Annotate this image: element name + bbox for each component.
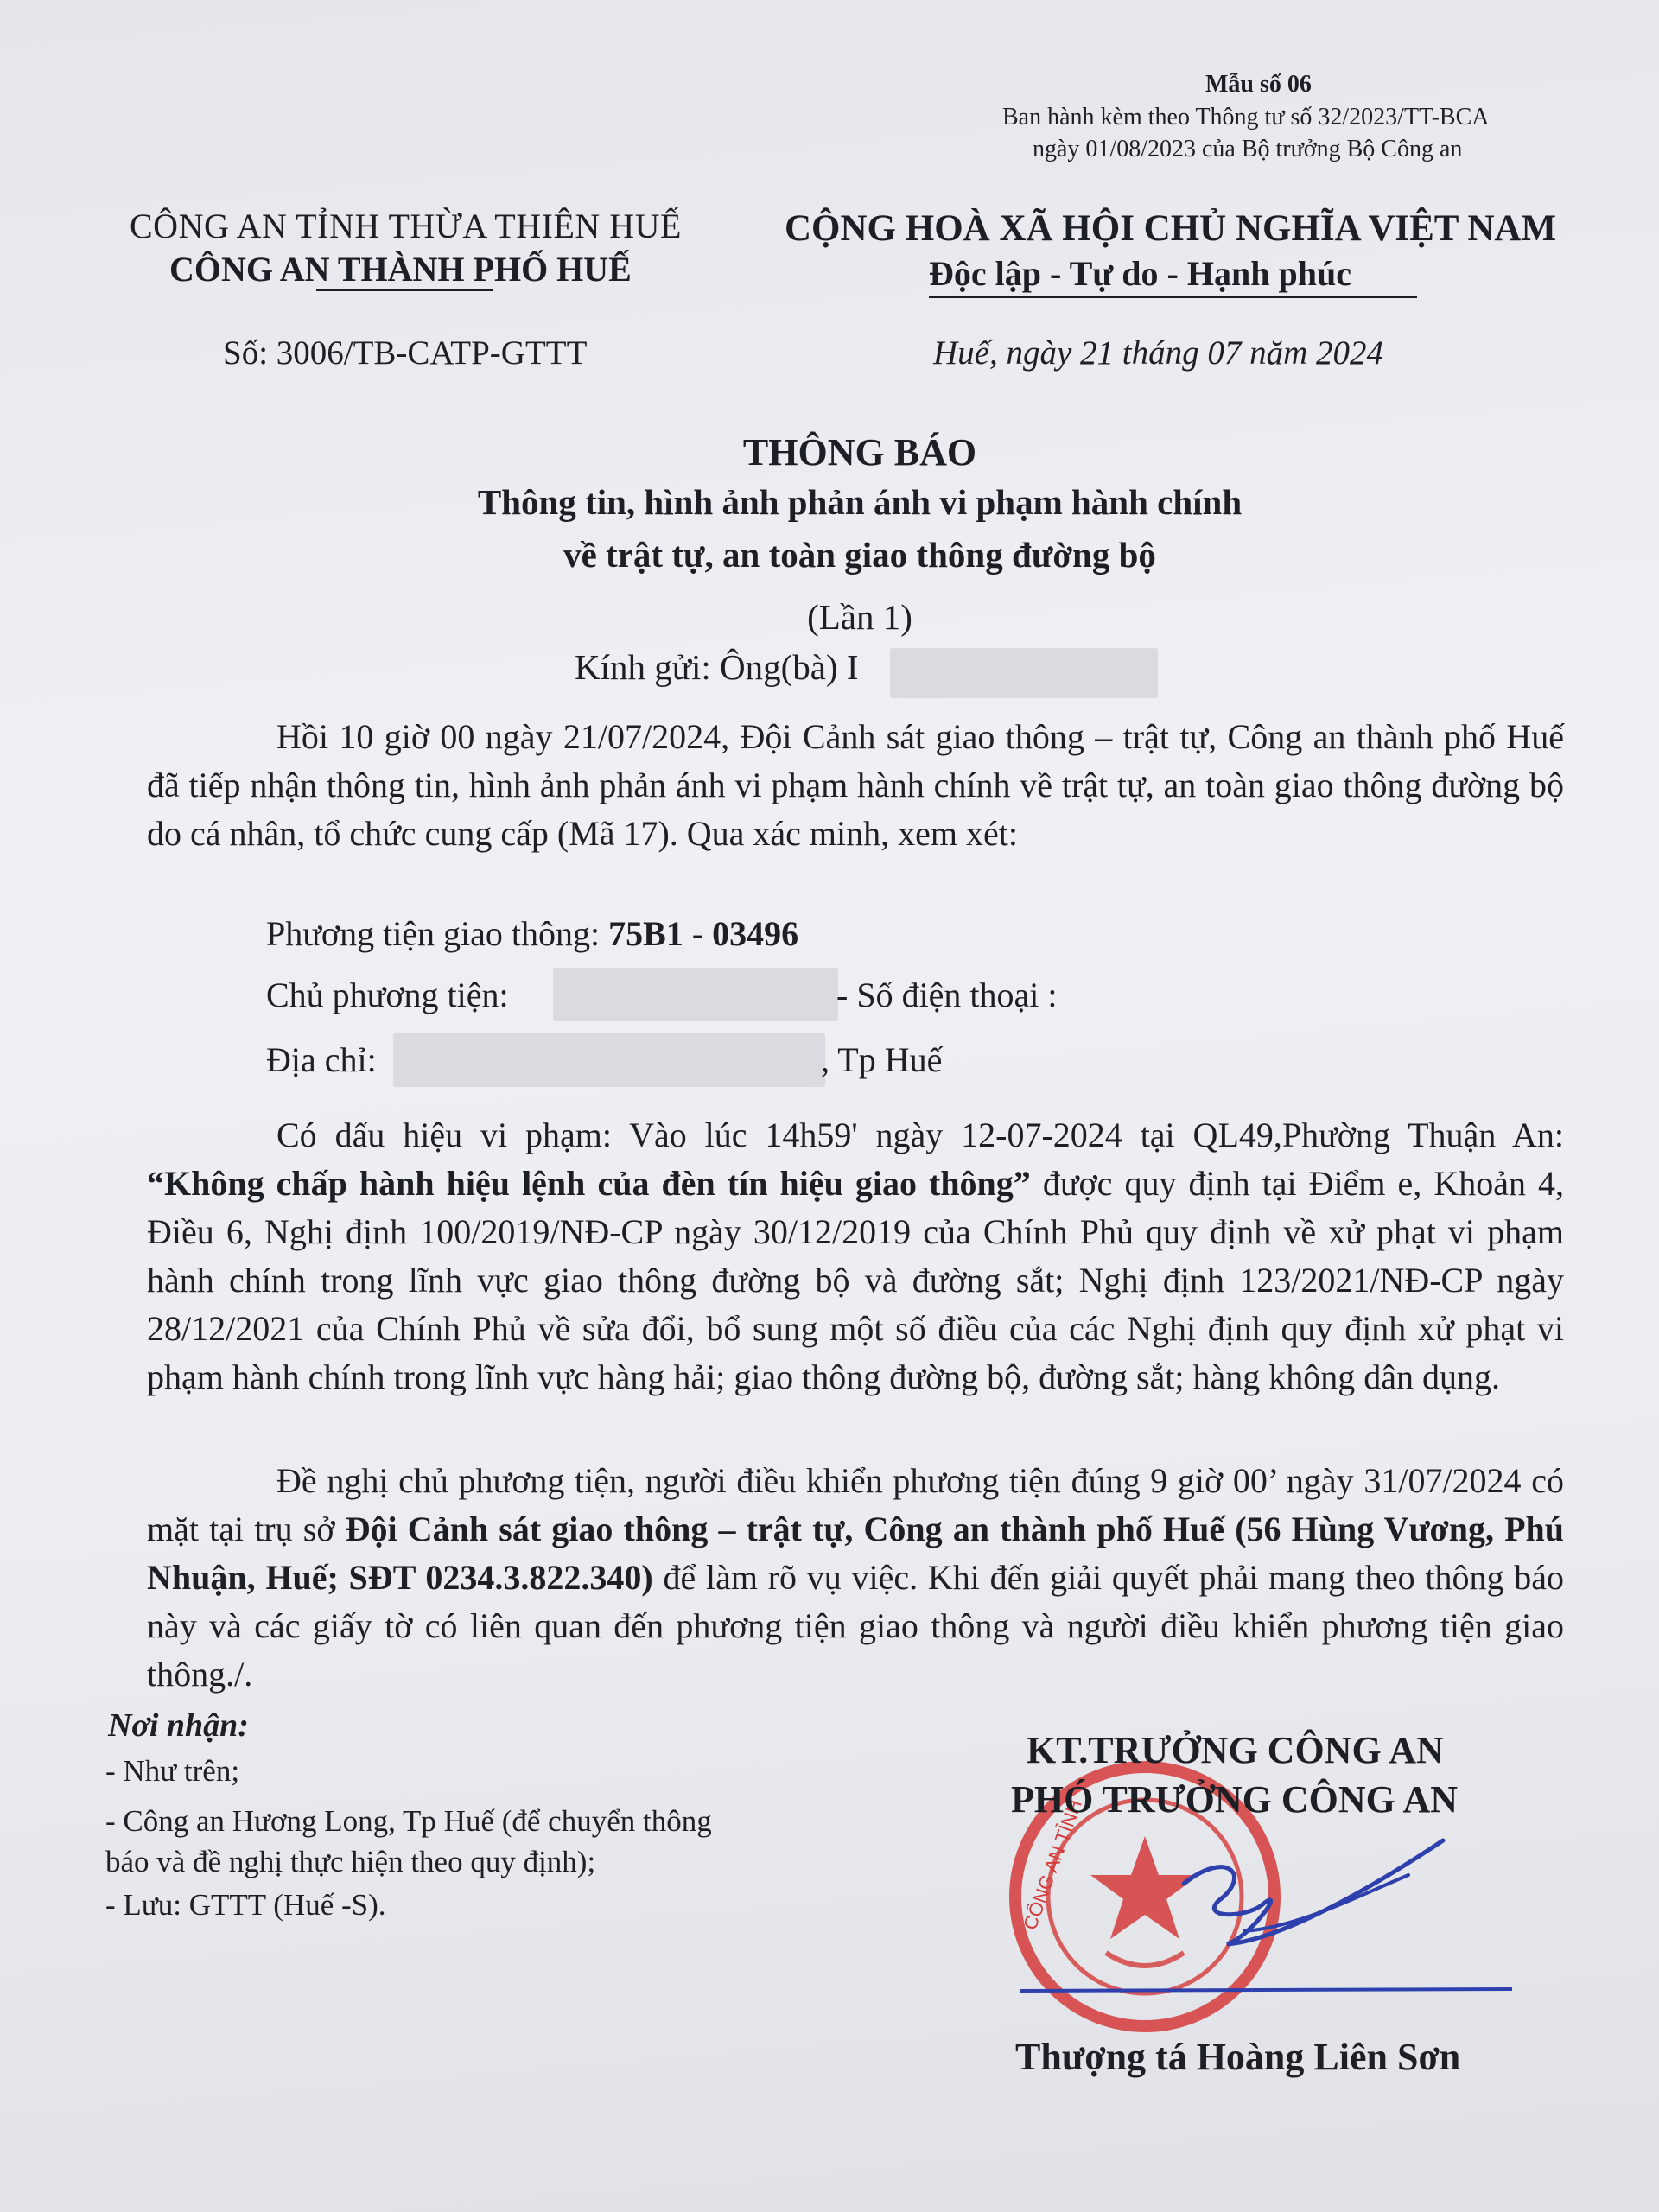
request-lead: Đề nghị chủ phương tiện, người điều khiển phương tiện đúng 9 giờ 00’ ngày 31/07/2024 có mặt tại trụ sở (147, 1461, 1564, 1548)
agency-underline (316, 289, 493, 291)
document-subtitle-2: về trật tự, an toàn giao thông đường bộ (563, 535, 1156, 575)
phone-label: - Số điện thoại : (836, 976, 1058, 1014)
notice-count: (Lần 1) (807, 597, 912, 637)
redacted-owner (553, 968, 838, 1021)
recipient-line-3: báo và đề nghị thực hiện theo quy định); (105, 1845, 596, 1878)
handwritten-signature (1149, 1789, 1460, 1987)
redacted-name (890, 648, 1158, 698)
request-rest: để làm rõ vụ việc. Khi đến giải quyết phải mang theo thông báo này và các giấy tờ có liên quan đến phương tiện giao thông và người điều khiển phương tiện giao thông./. (147, 1558, 1565, 1694)
violation-lead: Có dấu hiệu vi phạm: Vào lúc 14h59' ngày 12-07-2024 tại QL49,Phường Thuận An: (276, 1116, 1564, 1154)
violation-act: “Không chấp hành hiệu lệnh của đèn tín hiệu giao thông” (147, 1164, 1031, 1203)
request-place: Đội Cảnh sát giao thông – trật tự, Công an thành phố Huế (56 Hùng Vương, Phú Nhuận, Huế; SĐT 0234.3.822.340) (147, 1510, 1564, 1597)
owner-label: Chủ phương tiện: (266, 976, 509, 1014)
intro-paragraph (147, 713, 1564, 858)
document-title: THÔNG BÁO (742, 431, 977, 474)
address-suffix: , Tp Huế (821, 1040, 943, 1079)
vehicle-label: Phương tiện giao thông: (266, 914, 609, 953)
document-number: Số: 3006/TB-CATP-GTTT (223, 334, 588, 372)
nation-motto: Độc lập - Tự do - Hạnh phúc (929, 254, 1351, 293)
signature-title-2: PHÓ TRƯỞNG CÔNG AN (1011, 1778, 1459, 1821)
redacted-address (393, 1033, 825, 1087)
recipients-heading: Nơi nhận: (108, 1707, 249, 1744)
signature-title-1: KT.TRƯỞNG CÔNG AN (1027, 1729, 1444, 1771)
request-paragraph (147, 1457, 1564, 1699)
form-issued-line2: ngày 01/08/2023 của Bộ trưởng Bộ Công an (1033, 136, 1463, 162)
agency-name: CÔNG AN THÀNH PHỐ HUẾ (169, 250, 632, 289)
signature-underline (1020, 1987, 1512, 1994)
motto-underline (929, 296, 1417, 298)
address-label: Địa chỉ: (266, 1040, 377, 1079)
recipient-line-2: - Công an Hương Long, Tp Huế (để chuyển thông (105, 1804, 712, 1838)
greeting: Kính gửi: Ông(bà) I (575, 647, 859, 687)
intro-text: Hồi 10 giờ 00 ngày 21/07/2024, Đội Cảnh sát giao thông – trật tự, Công an thành phố Huế đã tiếp nhận thông tin, hình ảnh phản ánh vi phạm hành chính về trật tự, an toàn giao thông đường bộ do cá nhân, tổ chức cung cấp (Mã 17). Qua xác minh, xem xét: (147, 717, 1564, 853)
recipient-line-1: - Như trên; (105, 1754, 240, 1788)
form-issued-line1: Ban hành kèm theo Thông tư số 32/2023/TT-BCA (1002, 104, 1490, 130)
signer-name: Thượng tá Hoàng Liên Sơn (1015, 2036, 1461, 2078)
form-number: Mẫu số 06 (1205, 71, 1312, 98)
violation-rest: được quy định tại Điểm e, Khoản 4, Điều 6, Nghị định 100/2019/NĐ-CP ngày 30/12/2019 của Chính Phủ quy định về xử phạt vi phạm hành chính trong lĩnh vực giao thông đường bộ và đường sắt; Nghị định 123/2021/NĐ-CP ngày 28/12/2021 của Chính Phủ về sửa đổi, bổ sung một số điều của các Nghị định quy định xử phạt vi phạm hành chính trong lĩnh vực hàng hải; giao thông đường bộ, đường sắt; hàng không dân dụng. (147, 1164, 1564, 1396)
seal-text: CÔNG AN TỈNH (1019, 1796, 1086, 1933)
place-date: Huế, ngày 21 tháng 07 năm 2024 (933, 334, 1384, 372)
nation-name: CỘNG HOÀ XÃ HỘI CHỦ NGHĨA VIỆT NAM (785, 208, 1557, 249)
agency-parent: CÔNG AN TỈNH THỪA THIÊN HUẾ (130, 207, 682, 245)
vehicle-plate: 75B1 - 03496 (608, 914, 799, 953)
violation-paragraph (147, 1111, 1564, 1402)
document-subtitle-1: Thông tin, hình ảnh phản ánh vi phạm hành chính (477, 482, 1243, 522)
recipient-line-4: - Lưu: GTTT (Huế -S). (105, 1888, 386, 1922)
vehicle-line (266, 913, 798, 954)
